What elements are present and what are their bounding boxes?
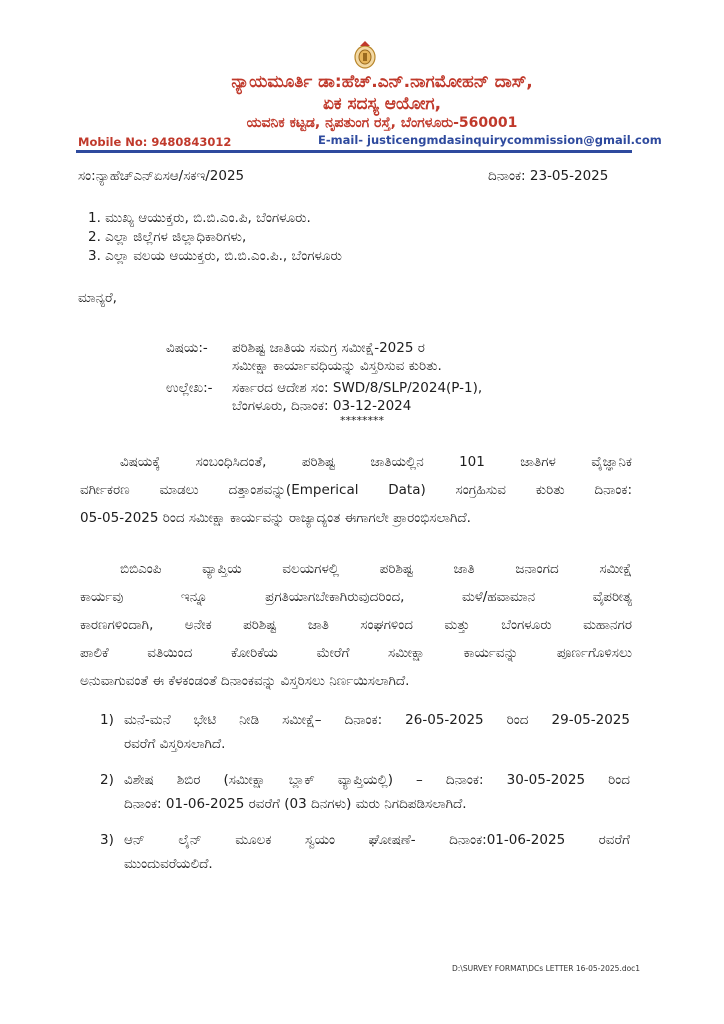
item-3	[124, 828, 630, 876]
paragraph-1-line: 05-05-2025 ರಿಂದ ಸಮೀಕ್ಷಾ ಕಾರ್ಯವನ್ನು ರಾಜ್ಯಾದ್ಯಂತ ಈಗಾಗಲೇ ಪ್ರಾರಂಭಿಸಲಾಗಿದೆ.	[80, 510, 471, 526]
subject-line-1: ಪರಿಶಿಷ್ಟ ಜಾತಿಯ ಸಮಗ್ರ ಸಮೀಕ್ಷೆ-2025 ರ	[232, 340, 425, 356]
paragraph-2-line: ಬಿಬಿಎಂಪಿ ವ್ಯಾಪ್ತಿಯ ವಲಯಗಳಲ್ಲಿ ಪರಿಶಿಷ್ಟ ಜಾತಿ ಜನಾಂಗದ ಸಮೀಕ್ಷೆ	[120, 561, 632, 577]
separator: ********	[340, 414, 384, 427]
state-emblem-icon	[352, 40, 378, 70]
reference-line-2: ಬೆಂಗಳೂರು, ದಿನಾಂಕ: 03-12-2024	[232, 398, 412, 414]
item-2-line-2: ದಿನಾಂಕ: 01-06-2025 ರವರೆಗೆ (03 ದಿನಗಳು) ಮರು ನಿಗದಿಪಡಿಸಲಾಗಿದೆ.	[124, 796, 467, 812]
item-2-number: 2)	[100, 772, 114, 788]
recipient-3: 3. ಎಲ್ಲಾ ವಲಯ ಆಯುಕ್ತರು, ಬಿ.ಬಿ.ಎಂ.ಪಿ., ಬೆಂಗಳೂರು	[88, 248, 342, 264]
header-mobile: Mobile No: 9480843012	[78, 135, 232, 149]
header-subtitle: ಏಕ ಸದಸ್ಯ ಆಯೋಗ,	[322, 94, 442, 114]
paragraph-1	[80, 448, 632, 532]
item-3-number: 3)	[100, 832, 114, 848]
paragraph-2-line: ಅನುವಾಗುವಂತೆ ಈ ಕೆಳಕಂಡಂತೆ ದಿನಾಂಕವನ್ನು ವಿಸ್ತರಿಸಲು ನಿರ್ಣಯಿಸಲಾಗಿದೆ.	[80, 673, 410, 689]
paragraph-2-line: ಕಾರ್ಯವು ಇನ್ನೂ ಪ್ರಗತಿಯಾಗಬೇಕಾಗಿರುವುದರಿಂದ, ಮಳೆ/ಹವಾಮಾನ ವೈಪರೀತ್ಯ	[80, 589, 632, 605]
subject-label: ವಿಷಯ:-	[166, 340, 208, 356]
item-1	[124, 708, 630, 756]
file-path-footer: D:\SURVEY FORMAT\DCs LETTER 16-05-2025.doc1	[452, 964, 641, 973]
salutation: ಮಾನ್ಯರೆ,	[78, 290, 117, 306]
paragraph-2-line: ಕಾರಣಗಳಿಂದಾಗಿ, ಅನೇಕ ಪರಿಶಿಷ್ಟ ಜಾತಿ ಸಂಘಗಳಿಂದ ಮತ್ತು ಬೆಂಗಳೂರು ಮಹಾನಗರ	[80, 617, 632, 633]
letter-date: ದಿನಾಂಕ: 23-05-2025	[488, 168, 609, 184]
reference-number: ಸಂ:ನ್ಯಾಹೆಚ್ಎನ್ಏಸಆ/ಸಕಇ/2025	[78, 168, 245, 184]
item-1-line-1: ಮನೆ-ಮನೆ ಭೇಟಿ ನೀಡಿ ಸಮೀಕ್ಷೆ– ದಿನಾಂಕ: 26-05-2025 ರಿಂದ 29-05-2025	[124, 712, 630, 728]
header-title: ನ್ಯಾಯಮೂರ್ತಿ ಡಾ:ಹೆಚ್.ಎನ್.ನಾಗಮೋಹನ್ ದಾಸ್,	[231, 72, 533, 92]
paragraph-1-line: ವರ್ಗೀಕರಣ ಮಾಡಲು ದತ್ತಾಂಶವನ್ನು(Emperical Data) ಸಂಗ್ರಹಿಸುವ ಕುರಿತು ದಿನಾಂಕ:	[80, 482, 632, 498]
item-3-line-1: ಆನ್ ಲೈನ್ ಮೂಲಕ ಸ್ವಯಂ ಘೋಷಣೆ- ದಿನಾಂಕ:01-06-2025 ರವರೆಗೆ	[124, 832, 630, 848]
subject-line-2: ಸಮೀಕ್ಷಾ ಕಾರ್ಯಾವಧಿಯನ್ನು ವಿಸ್ತರಿಸುವ ಕುರಿತು.	[232, 358, 442, 374]
item-2	[124, 768, 630, 816]
paragraph-2-line: ಪಾಲಿಕೆ ವತಿಯಿಂದ ಕೋರಿಕೆಯ ಮೇರೆಗೆ ಸಮೀಕ್ಷಾ ಕಾರ್ಯವನ್ನು ಪೂರ್ಣಗೊಳಿಸಲು	[80, 645, 632, 661]
paragraph-2	[80, 555, 632, 695]
reference-label: ಉಲ್ಲೇಖ:-	[166, 380, 213, 396]
item-1-number: 1)	[100, 712, 114, 728]
header-address: ಯವನಿಕ ಕಟ್ಟಡ, ನೃಪತುಂಗ ರಸ್ತೆ, ಬೆಂಗಳೂರು-560001	[246, 115, 518, 131]
reference-line-1: ಸರ್ಕಾರದ ಆದೇಶ ಸಂ: SWD/8/SLP/2024(P-1),	[232, 380, 483, 396]
recipient-2: 2. ಎಲ್ಲಾ ಜಿಲ್ಲೆಗಳ ಜಿಲ್ಲಾಧಿಕಾರಿಗಳು,	[88, 229, 247, 245]
item-2-line-1: ವಿಶೇಷ ಶಿಬಿರ (ಸಮೀಕ್ಷಾ ಬ್ಲಾಕ್ ವ್ಯಾಪ್ತಿಯಲ್ಲಿ) – ದಿನಾಂಕ: 30-05-2025 ರಿಂದ	[124, 772, 630, 788]
paragraph-1-line: ವಿಷಯಕ್ಕೆ ಸಂಬಂಧಿಸಿದಂತೆ, ಪರಿಶಿಷ್ಟ ಜಾತಿಯಲ್ಲಿನ 101 ಜಾತಿಗಳ ವೈಜ್ಞಾನಿಕ	[120, 454, 632, 470]
item-3-line-2: ಮುಂದುವರೆಯಲಿದೆ.	[124, 856, 213, 872]
recipient-1: 1. ಮುಖ್ಯ ಆಯುಕ್ತರು, ಬಿ.ಬಿ.ಎಂ.ಪಿ, ಬೆಂಗಳೂರು.	[88, 210, 311, 226]
header-email: E-mail- justicengmdasinquirycommission@gmail.com	[318, 133, 662, 147]
header-divider	[76, 150, 632, 153]
item-1-line-2: ರವರೆಗೆ ವಿಸ್ತರಿಸಲಾಗಿದೆ.	[124, 736, 226, 752]
